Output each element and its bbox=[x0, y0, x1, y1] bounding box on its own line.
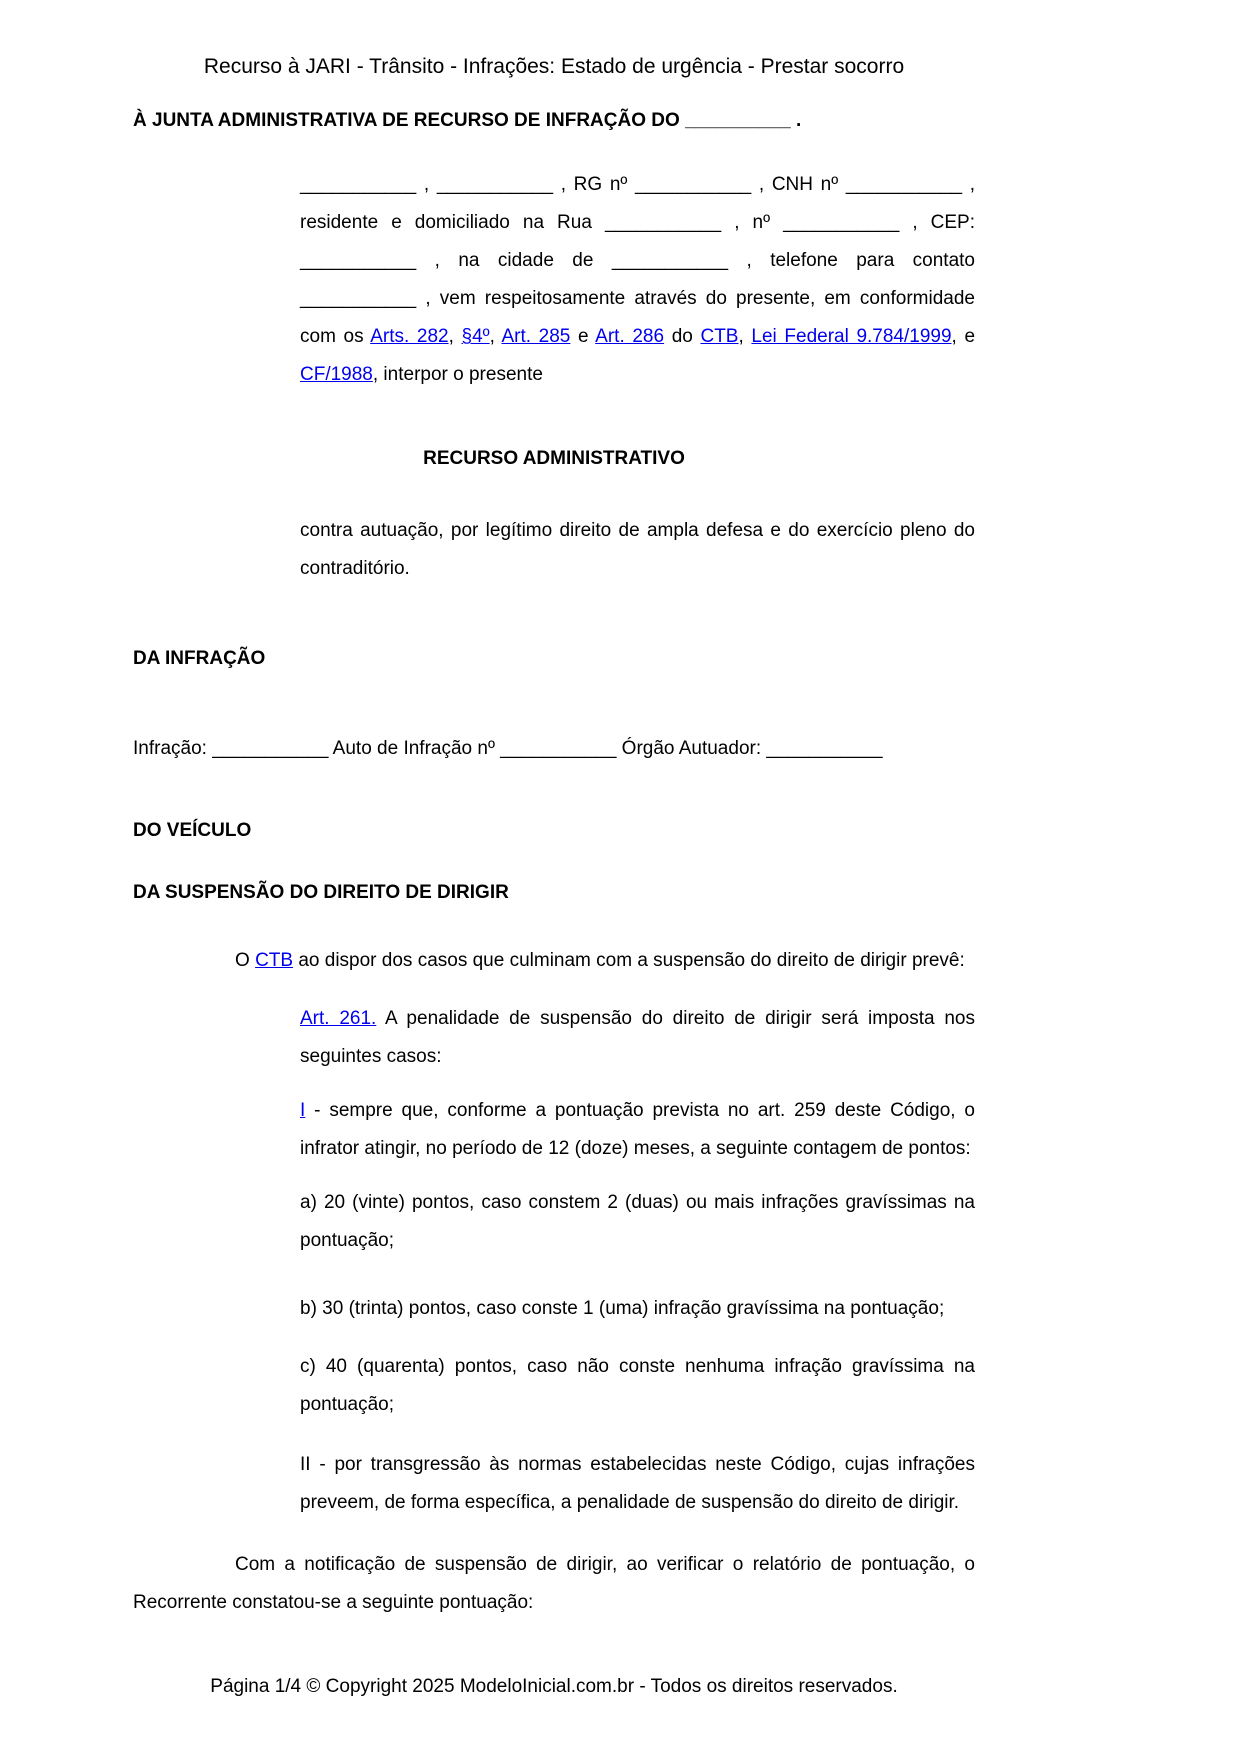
item-a-paragraph: a) 20 (vinte) pontos, caso constem 2 (duas) ou mais infrações gravíssimas na pontuação; bbox=[300, 1192, 975, 1251]
text-run: , bbox=[738, 326, 752, 347]
qualification-paragraph bbox=[300, 166, 975, 394]
text-run: , bbox=[489, 326, 502, 347]
text-run: ao dispor dos casos que culminam com a suspensão do direito de dirigir prevê: bbox=[293, 950, 965, 971]
item-c-paragraph: c) 40 (quarenta) pontos, caso não conste nenhuma infração gravíssima na pontuação; bbox=[300, 1356, 975, 1415]
document-link[interactable]: Art. 261. bbox=[300, 1008, 377, 1029]
item-b-paragraph: b) 30 (trinta) pontos, caso conste 1 (uma) infração gravíssima na pontuação; bbox=[300, 1298, 945, 1319]
section-heading-da-suspensao: DA SUSPENSÃO DO DIREITO DE DIRIGIR bbox=[133, 882, 509, 903]
text-run: e bbox=[570, 326, 596, 347]
section-heading-do-veiculo: DO VEÍCULO bbox=[133, 820, 252, 841]
text-run: do bbox=[664, 326, 701, 347]
document-link[interactable]: I bbox=[300, 1100, 306, 1121]
text-run: O bbox=[235, 950, 256, 971]
notification-paragraph: Com a notificação de suspensão de dirigir, ao verificar o relatório de pontuação, o Recorrente constatou-se a seguinte pontuação: bbox=[133, 1554, 975, 1613]
art-261-paragraph bbox=[300, 1000, 975, 1076]
text-run: , bbox=[448, 326, 462, 347]
document-link[interactable]: Arts. 282 bbox=[370, 326, 449, 347]
document-link[interactable]: CTB bbox=[255, 950, 294, 971]
section-heading-da-infracao: DA INFRAÇÃO bbox=[133, 648, 266, 669]
document-link[interactable]: Art. 286 bbox=[595, 326, 665, 347]
ctb-intro-paragraph bbox=[133, 942, 975, 980]
text-run: , interpor o presente bbox=[372, 364, 543, 385]
text-run: __________ bbox=[685, 110, 791, 131]
text-run: . bbox=[790, 110, 802, 131]
document-title: Recurso à JARI - Trânsito - Infrações: Estado de urgência - Prestar socorro bbox=[203, 55, 905, 78]
text-run: , e bbox=[951, 326, 976, 347]
text-run: A penalidade de suspensão do direito de dirigir será imposta nos seguintes casos: bbox=[300, 1008, 975, 1067]
document-link[interactable]: CF/1988 bbox=[300, 364, 373, 385]
document-link[interactable]: §4º bbox=[461, 326, 490, 347]
document-link[interactable]: Lei Federal 9.784/1999 bbox=[751, 326, 952, 347]
document-link[interactable]: Art. 285 bbox=[501, 326, 571, 347]
text-run: - sempre que, conforme a pontuação prevista no art. 259 deste Código, o infrator atingir, no período de 12 (doze) meses, a seguinte contagem de pontos: bbox=[300, 1100, 975, 1159]
item-i-paragraph bbox=[300, 1092, 975, 1168]
infracao-fields-line: Infração: ___________ Auto de Infração nº ___________ Órgão Autuador: ___________ bbox=[133, 738, 883, 759]
text-run: À JUNTA ADMINISTRATIVA DE RECURSO DE INFRAÇÃO DO bbox=[133, 110, 686, 131]
addressee-heading bbox=[133, 102, 975, 140]
item-ii-paragraph: II - por transgressão às normas estabelecidas neste Código, cujas infrações preveem, de forma específica, a penalidade de suspensão do direito de dirigir. bbox=[300, 1454, 975, 1513]
contra-autuacao-paragraph: contra autuação, por legítimo direito de ampla defesa e do exercício pleno do contraditório. bbox=[300, 520, 975, 579]
text-run: ___________ , ___________ , RG nº ___________ , CNH nº ___________ , residente e domiciliado na Rua ___________ , nº ___________ , CEP: ___________ , na cidade de ___________ , telefone para contato ___________ , vem respeitosamente através do presente, em conformidade com os bbox=[300, 174, 975, 347]
page-footer: Página 1/4 © Copyright 2025 ModeloInicial.com.br - Todos os direitos reservados. bbox=[210, 1676, 898, 1697]
document-link[interactable]: CTB bbox=[700, 326, 739, 347]
recurso-administrativo-heading: RECURSO ADMINISTRATIVO bbox=[423, 448, 685, 469]
